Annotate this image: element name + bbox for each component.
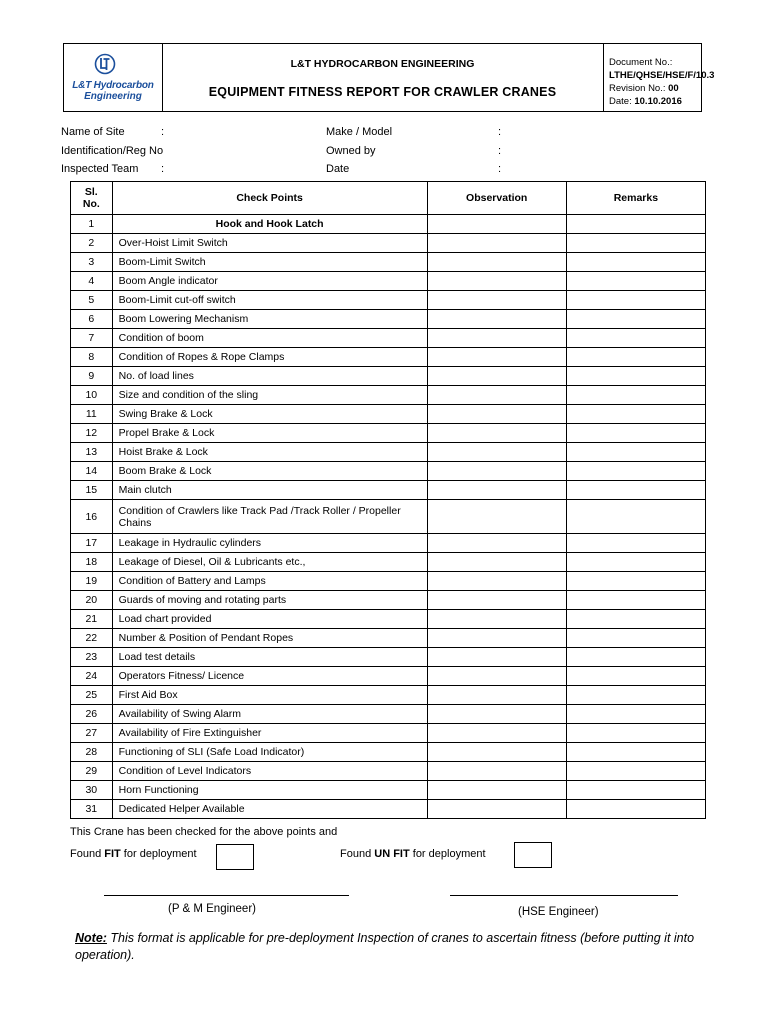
table-row	[71, 500, 706, 534]
row-check-point: Condition of Crawlers like Track Pad /Track Roller / Propeller Chains	[112, 500, 427, 534]
make-colon: :	[498, 126, 502, 138]
row-sl-no: 15	[71, 481, 113, 500]
row-remarks-cell[interactable]	[566, 386, 705, 405]
table-row	[71, 629, 706, 648]
row-sl-no: 1	[71, 215, 113, 234]
row-observation-cell[interactable]	[427, 762, 566, 781]
table-row	[71, 405, 706, 424]
table-row	[71, 348, 706, 367]
row-check-point: Boom-Limit Switch	[112, 253, 427, 272]
row-remarks-cell[interactable]	[566, 762, 705, 781]
row-check-point: Load test details	[112, 648, 427, 667]
table-row	[71, 572, 706, 591]
row-sl-no: 5	[71, 291, 113, 310]
row-check-point: No. of load lines	[112, 367, 427, 386]
hse-engineer-label: (HSE Engineer)	[518, 906, 599, 918]
row-sl-no: 14	[71, 462, 113, 481]
fit-checkbox[interactable]	[216, 844, 254, 870]
row-remarks-cell[interactable]	[566, 481, 705, 500]
row-observation-cell[interactable]	[427, 800, 566, 819]
row-check-point: Load chart provided	[112, 610, 427, 629]
table-row	[71, 781, 706, 800]
table-row	[71, 705, 706, 724]
company-name: L&T HYDROCARBON ENGINEERING	[290, 58, 475, 70]
row-remarks-cell[interactable]	[566, 500, 705, 534]
row-sl-no: 20	[71, 591, 113, 610]
table-row	[71, 743, 706, 762]
row-sl-no: 13	[71, 443, 113, 462]
document-header	[63, 43, 715, 112]
row-remarks-cell[interactable]	[566, 591, 705, 610]
row-remarks-cell[interactable]	[566, 310, 705, 329]
revision-value: 00	[668, 83, 679, 94]
table-row	[71, 553, 706, 572]
date-label: Date:	[609, 96, 632, 107]
row-sl-no: 7	[71, 329, 113, 348]
row-observation-cell[interactable]	[427, 743, 566, 762]
row-sl-no: 8	[71, 348, 113, 367]
table-row	[71, 215, 706, 234]
row-sl-no: 2	[71, 234, 113, 253]
table-row	[71, 686, 706, 705]
row-observation-cell[interactable]	[427, 667, 566, 686]
table-row	[71, 386, 706, 405]
table-row	[71, 667, 706, 686]
row-remarks-cell[interactable]	[566, 724, 705, 743]
table-row	[71, 534, 706, 553]
row-observation-cell[interactable]	[427, 462, 566, 481]
row-remarks-cell[interactable]	[566, 667, 705, 686]
row-check-point: Leakage in Hydraulic cylinders	[112, 534, 427, 553]
row-observation-cell[interactable]	[427, 329, 566, 348]
row-check-point: Boom-Limit cut-off switch	[112, 291, 427, 310]
table-row	[71, 291, 706, 310]
row-observation-cell[interactable]	[427, 215, 566, 234]
table-row	[71, 253, 706, 272]
row-check-point: Condition of boom	[112, 329, 427, 348]
row-check-point: Boom Brake & Lock	[112, 462, 427, 481]
table-row	[71, 367, 706, 386]
row-sl-no: 9	[71, 367, 113, 386]
check-points-table	[70, 181, 706, 819]
row-check-point: Boom Angle indicator	[112, 272, 427, 291]
note-text	[75, 930, 735, 964]
row-observation-cell[interactable]	[427, 591, 566, 610]
row-remarks-cell[interactable]	[566, 329, 705, 348]
table-row	[71, 648, 706, 667]
row-sl-no: 30	[71, 781, 113, 800]
row-remarks-cell[interactable]	[566, 443, 705, 462]
row-sl-no: 19	[71, 572, 113, 591]
site-colon: :	[161, 126, 165, 138]
row-remarks-cell[interactable]	[566, 462, 705, 481]
row-observation-cell[interactable]	[427, 629, 566, 648]
row-remarks-cell[interactable]	[566, 610, 705, 629]
checked-statement: This Crane has been checked for the above points and	[70, 826, 338, 838]
row-check-point: Operators Fitness/ Licence	[112, 667, 427, 686]
row-check-point: Number & Position of Pendant Ropes	[112, 629, 427, 648]
row-remarks-cell[interactable]	[566, 781, 705, 800]
found-unfit-label: Found UN FIT for deployment	[340, 848, 486, 860]
revision-label: Revision No.:	[609, 83, 666, 94]
table-row	[71, 800, 706, 819]
pm-engineer-label: (P & M Engineer)	[168, 903, 256, 915]
row-check-point: Condition of Level Indicators	[112, 762, 427, 781]
note-body: This format is applicable for pre-deployment Inspection of cranes to ascertain fitness (before putting it into operation).	[75, 931, 695, 962]
row-check-point: Propel Brake & Lock	[112, 424, 427, 443]
row-remarks-cell[interactable]	[566, 291, 705, 310]
row-sl-no: 31	[71, 800, 113, 819]
found-fit-label: Found FIT for deployment	[70, 848, 197, 860]
row-check-point: Leakage of Diesel, Oil & Lubricants etc.,	[112, 553, 427, 572]
row-check-point: First Aid Box	[112, 686, 427, 705]
logo-text-line2: Engineering	[84, 91, 142, 102]
ident-label: Identification/Reg No	[61, 145, 164, 157]
row-check-point: Hoist Brake & Lock	[112, 443, 427, 462]
table-row	[71, 424, 706, 443]
row-observation-cell[interactable]	[427, 367, 566, 386]
table-row	[71, 724, 706, 743]
team-colon: :	[161, 163, 165, 175]
row-remarks-cell[interactable]	[566, 405, 705, 424]
row-sl-no: 25	[71, 686, 113, 705]
row-observation-cell[interactable]	[427, 443, 566, 462]
row-check-point: Condition of Ropes & Rope Clamps	[112, 348, 427, 367]
row-sl-no: 16	[71, 500, 113, 534]
table-row	[71, 443, 706, 462]
row-check-point: Boom Lowering Mechanism	[112, 310, 427, 329]
unfit-checkbox[interactable]	[514, 842, 552, 868]
row-remarks-cell[interactable]	[566, 648, 705, 667]
table-row	[71, 481, 706, 500]
row-sl-no: 6	[71, 310, 113, 329]
row-check-point: Size and condition of the sling	[112, 386, 427, 405]
row-observation-cell[interactable]	[427, 348, 566, 367]
col-remarks: Remarks	[566, 182, 705, 215]
row-sl-no: 17	[71, 534, 113, 553]
row-sl-no: 26	[71, 705, 113, 724]
table-row	[71, 762, 706, 781]
row-check-point: Availability of Swing Alarm	[112, 705, 427, 724]
row-check-point: Hook and Hook Latch	[112, 215, 427, 234]
row-remarks-cell[interactable]	[566, 272, 705, 291]
row-remarks-cell[interactable]	[566, 253, 705, 272]
owned-label: Owned by	[326, 145, 376, 157]
row-sl-no: 28	[71, 743, 113, 762]
row-remarks-cell[interactable]	[566, 705, 705, 724]
row-sl-no: 10	[71, 386, 113, 405]
row-check-point: Horn Functioning	[112, 781, 427, 800]
row-observation-cell[interactable]	[427, 610, 566, 629]
row-observation-cell[interactable]	[427, 405, 566, 424]
title-cell	[162, 44, 604, 111]
row-check-point: Condition of Battery and Lamps	[112, 572, 427, 591]
row-observation-cell[interactable]	[427, 386, 566, 405]
table-row	[71, 591, 706, 610]
doc-no-value: LTHE/QHSE/HSE/F/10.3	[609, 70, 715, 81]
row-remarks-cell[interactable]	[566, 234, 705, 253]
row-check-point: Functioning of SLI (Safe Load Indicator)	[112, 743, 427, 762]
team-label: Inspected Team	[61, 163, 139, 175]
pm-signature-line	[104, 895, 349, 896]
note-label: Note:	[75, 931, 107, 945]
table-row	[71, 234, 706, 253]
row-sl-no: 29	[71, 762, 113, 781]
row-remarks-cell[interactable]	[566, 572, 705, 591]
report-title: EQUIPMENT FITNESS REPORT FOR CRAWLER CRANES	[208, 85, 557, 99]
row-sl-no: 27	[71, 724, 113, 743]
row-check-point: Over-Hoist Limit Switch	[112, 234, 427, 253]
row-remarks-cell[interactable]	[566, 800, 705, 819]
row-sl-no: 3	[71, 253, 113, 272]
row-observation-cell[interactable]	[427, 500, 566, 534]
row-observation-cell[interactable]	[427, 724, 566, 743]
row-sl-no: 24	[71, 667, 113, 686]
row-check-point: Guards of moving and rotating parts	[112, 591, 427, 610]
row-check-point: Availability of Fire Extinguisher	[112, 724, 427, 743]
row-remarks-cell[interactable]	[566, 629, 705, 648]
row-observation-cell[interactable]	[427, 705, 566, 724]
row-observation-cell[interactable]	[427, 272, 566, 291]
row-remarks-cell[interactable]	[566, 686, 705, 705]
row-observation-cell[interactable]	[427, 781, 566, 800]
site-label: Name of Site	[61, 126, 125, 138]
row-sl-no: 12	[71, 424, 113, 443]
table-row	[71, 610, 706, 629]
row-observation-cell[interactable]	[427, 648, 566, 667]
row-remarks-cell[interactable]	[566, 215, 705, 234]
col-check-points: Check Points	[112, 182, 427, 215]
hse-signature-line	[450, 895, 678, 896]
row-sl-no: 18	[71, 553, 113, 572]
row-observation-cell[interactable]	[427, 310, 566, 329]
table-row	[71, 310, 706, 329]
row-check-point: Main clutch	[112, 481, 427, 500]
col-observation: Observation	[427, 182, 566, 215]
row-sl-no: 4	[71, 272, 113, 291]
row-observation-cell[interactable]	[427, 553, 566, 572]
table-body	[71, 215, 706, 819]
row-remarks-cell[interactable]	[566, 553, 705, 572]
row-observation-cell[interactable]	[427, 572, 566, 591]
row-remarks-cell[interactable]	[566, 534, 705, 553]
row-sl-no: 11	[71, 405, 113, 424]
row-observation-cell[interactable]	[427, 291, 566, 310]
row-observation-cell[interactable]	[427, 253, 566, 272]
row-observation-cell[interactable]	[427, 534, 566, 553]
col-sl-no: Sl. No.	[71, 182, 113, 215]
table-row	[71, 462, 706, 481]
owned-colon: :	[498, 145, 502, 157]
row-sl-no: 22	[71, 629, 113, 648]
date-field-label: Date	[326, 163, 350, 175]
table-row	[71, 272, 706, 291]
logo-text-line1: L&T Hydrocarbon	[72, 80, 154, 91]
make-label: Make / Model	[326, 126, 393, 138]
row-check-point: Dedicated Helper Available	[112, 800, 427, 819]
row-observation-cell[interactable]	[427, 686, 566, 705]
row-observation-cell[interactable]	[427, 424, 566, 443]
row-sl-no: 21	[71, 610, 113, 629]
row-remarks-cell[interactable]	[566, 367, 705, 386]
table-header-row	[71, 182, 706, 215]
logo-cell	[64, 44, 163, 111]
row-observation-cell[interactable]	[427, 234, 566, 253]
document-info-cell	[603, 44, 715, 111]
lt-logo-icon	[94, 53, 116, 75]
row-remarks-cell[interactable]	[566, 424, 705, 443]
row-sl-no: 23	[71, 648, 113, 667]
row-observation-cell[interactable]	[427, 481, 566, 500]
row-remarks-cell[interactable]	[566, 743, 705, 762]
date-field-colon: :	[498, 163, 502, 175]
table-row	[71, 329, 706, 348]
date-value: 10.10.2016	[634, 96, 682, 107]
doc-no-label: Document No.:	[609, 57, 673, 68]
row-remarks-cell[interactable]	[566, 348, 705, 367]
row-check-point: Swing Brake & Lock	[112, 405, 427, 424]
